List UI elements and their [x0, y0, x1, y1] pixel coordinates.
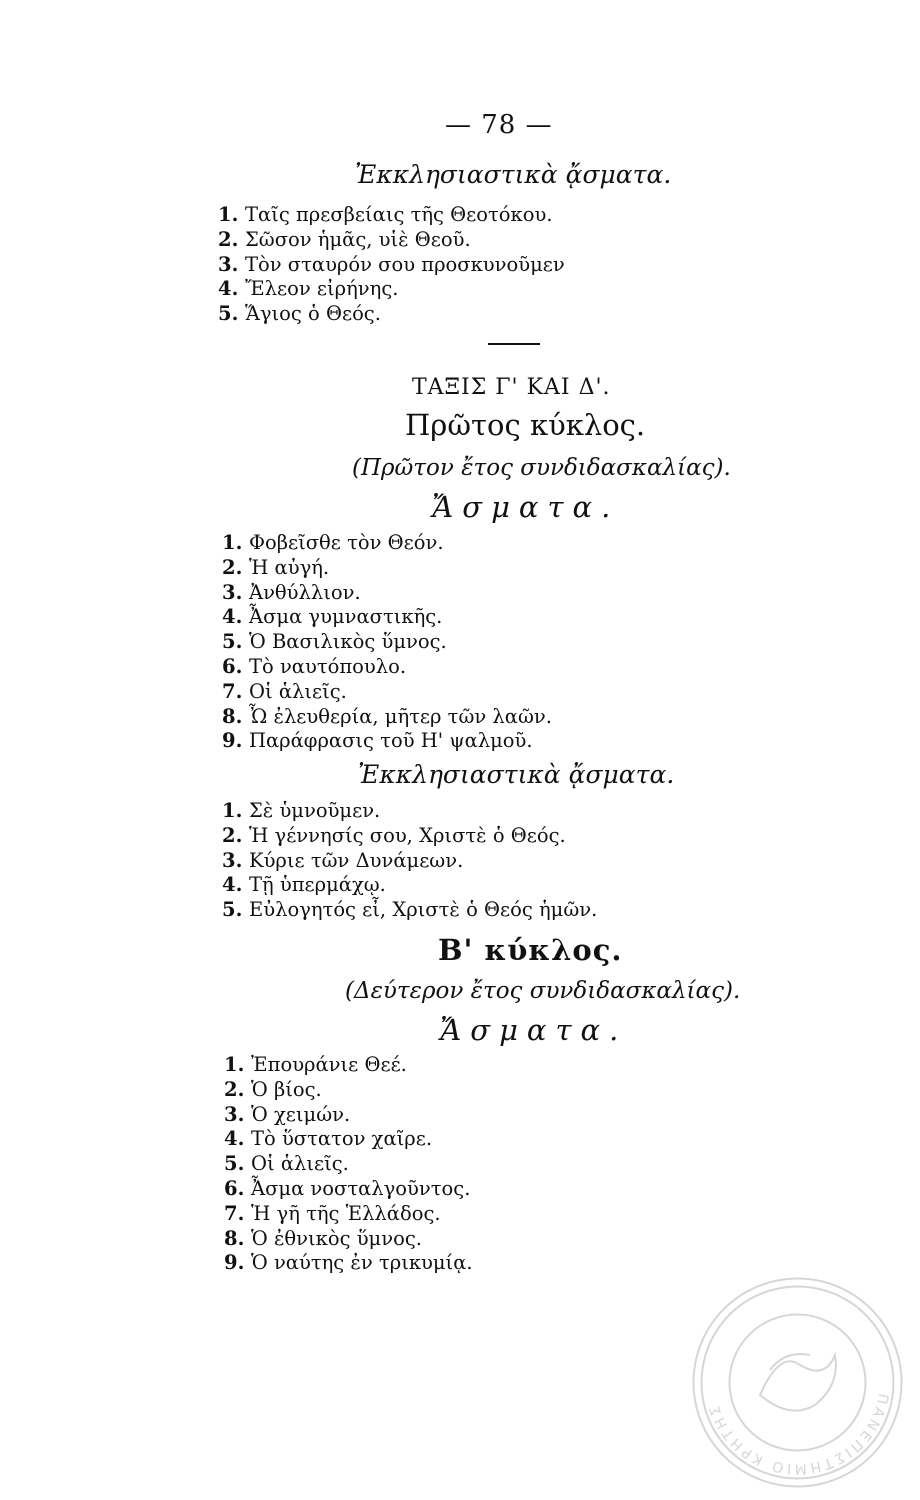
songs-list-second	[224, 1053, 473, 1276]
list-item: 3. Κύριε τῶν Δυνάμεων.	[222, 848, 464, 872]
list-item: 5. Οἱ ἁλιεῖς.	[224, 1152, 349, 1176]
class-heading: ΤΑΞΙΣ Γ' ΚΑΙ Δ'.	[412, 375, 611, 400]
seal-text: ΠΑΝΕΠΙΣΤΗΜΙΟ ΚΡΗΤΗΣ	[706, 1391, 891, 1477]
list-item: 6. Τὸ ναυτόπουλο.	[222, 654, 407, 678]
page-number: — 78 —	[445, 110, 553, 140]
list-item: 4. Τῇ ὑπερμάχῳ.	[222, 873, 386, 897]
section-heading-ecclesiastical-1: Ἐκκλησιαστικὰ ᾄσματα.	[355, 160, 672, 189]
list-item: 4. Τὸ ὕστατον χαῖρε.	[224, 1127, 433, 1151]
list-item: 4. Ἆσμα γυμναστικῆς.	[222, 605, 443, 629]
list-item: 5. Ὁ Βασιλικὸς ὕμνος.	[222, 630, 447, 654]
list-item: 1. Σὲ ὑμνοῦμεν.	[222, 799, 381, 822]
year-subheading-second: (Δεύτερον ἔτος συνδιδασκαλίας).	[345, 978, 741, 1004]
list-item: 2. Ὁ βίος.	[224, 1077, 322, 1101]
list-item: 2. Ἡ γέννησίς σου, Χριστὲ ὁ Θεός.	[222, 823, 566, 847]
list-item: 5. Ἅγιος ὁ Θεός.	[218, 302, 381, 326]
list-item: 8. Ὁ ἐθνικὸς ὕμνος.	[224, 1226, 422, 1250]
list-item: 2. Ἡ αὐγή.	[222, 555, 330, 579]
songs-list-first	[222, 531, 552, 754]
cycle-heading-first: Πρῶτος κύκλος.	[405, 408, 646, 442]
section-divider	[488, 343, 540, 345]
list-item: 9. Ὁ ναύτης ἐν τρικυμίᾳ.	[224, 1251, 473, 1275]
university-seal-icon	[690, 1275, 905, 1490]
ecclesiastical-list-2	[222, 799, 597, 923]
songs-heading-second: Ἄσματα.	[440, 1013, 628, 1047]
list-item: 4. Ἔλεον εἰρήνης.	[218, 277, 399, 301]
cycle-heading-second: Β' κύκλος.	[438, 933, 623, 967]
list-item: 7. Ἡ γῆ τῆς Ἑλλάδος.	[224, 1201, 441, 1225]
year-subheading-first: (Πρῶτον ἔτος συνδιδασκαλίας).	[352, 455, 731, 481]
list-item: 1. Φοβεῖσθε τὸν Θεόν.	[222, 531, 444, 554]
list-item: 6. Ἆσμα νοσταλγοῦντος.	[224, 1176, 471, 1200]
list-item: 3. Ἀνθύλλιον.	[222, 580, 361, 604]
ecclesiastical-list-1	[218, 203, 565, 327]
list-item: 3. Τὸν σταυρόν σου προσκυνοῦμεν	[218, 252, 565, 276]
list-item: 7. Οἱ ἁλιεῖς.	[222, 679, 347, 703]
list-item: 9. Παράφρασις τοῦ Η' ψαλμοῦ.	[222, 729, 533, 753]
list-item: 5. Εὐλογητός εἶ, Χριστὲ ὁ Θεός ἡμῶν.	[222, 898, 598, 922]
songs-heading-first: Ἄσματα.	[432, 490, 620, 524]
list-item: 2. Σῶσον ἡμᾶς, υἱὲ Θεοῦ.	[218, 227, 471, 251]
section-heading-ecclesiastical-2: Ἐκκλησιαστικὰ ᾄσματα.	[358, 760, 675, 789]
list-item: 3. Ὁ χειμών.	[224, 1102, 351, 1126]
list-item: 8. Ὦ ἐλευθερία, μῆτερ τῶν λαῶν.	[222, 704, 552, 728]
list-item: 1. Ἐπουράνιε Θεέ.	[224, 1053, 407, 1076]
list-item: 1. Ταῖς πρεσβείαις τῆς Θεοτόκου.	[218, 203, 553, 226]
